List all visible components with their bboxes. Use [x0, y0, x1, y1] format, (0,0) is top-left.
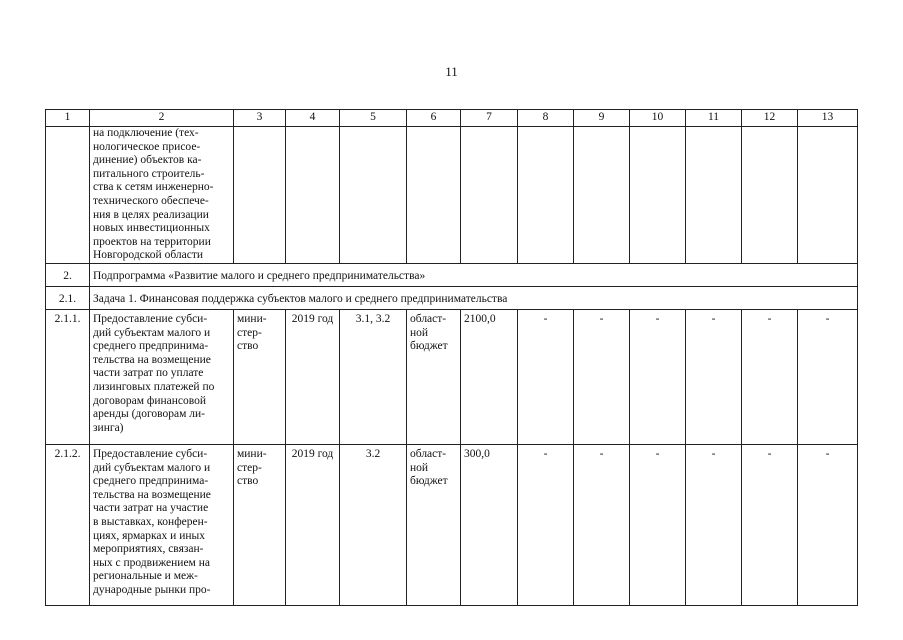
header-cell: 11	[686, 110, 742, 127]
row-executor: мини- стер- ство	[234, 444, 286, 605]
row-value-11: -	[686, 309, 742, 444]
row-value-8: -	[518, 309, 574, 444]
row-number: 2.1.1.	[46, 309, 90, 444]
table-cell	[798, 127, 858, 264]
row-year: 2019 год	[286, 444, 340, 605]
table-cell	[630, 127, 686, 264]
table-row	[46, 309, 858, 444]
header-cell: 10	[630, 110, 686, 127]
table-row	[46, 444, 858, 605]
table-cell	[407, 127, 461, 264]
header-cell: 7	[461, 110, 518, 127]
row-executor: мини- стер- ство	[234, 309, 286, 444]
task-row	[46, 286, 858, 309]
header-cell: 13	[798, 110, 858, 127]
subprogram-title: Подпрограмма «Развитие малого и среднего предпринимательства»	[90, 263, 858, 286]
page-number: 11	[445, 64, 458, 79]
row-target: 3.1, 3.2	[340, 309, 407, 444]
header-cell: 1	[46, 110, 90, 127]
subprogram-row	[46, 263, 858, 286]
row-description: Предоставление субси- дий субъектам малого и среднего предпринима- тельства на возмещение части затрат по уплате лизинговых платежей по договорам финансовой аренды (договорам ли- зинга)	[90, 309, 234, 444]
row-amount: 2100,0	[461, 309, 518, 444]
continuation-row	[46, 127, 858, 264]
row-value-12: -	[742, 444, 798, 605]
subprogram-number: 2.	[46, 263, 90, 286]
table-cell	[461, 127, 518, 264]
row-value-10: -	[630, 309, 686, 444]
row-value-11: -	[686, 444, 742, 605]
table-cell	[340, 127, 407, 264]
header-cell: 4	[286, 110, 340, 127]
row-source: област- ной бюджет	[407, 444, 461, 605]
task-number: 2.1.	[46, 286, 90, 309]
row-target: 3.2	[340, 444, 407, 605]
row-value-9: -	[574, 444, 630, 605]
header-cell: 9	[574, 110, 630, 127]
measures-table	[45, 109, 858, 606]
table-cell	[234, 127, 286, 264]
row-value-10: -	[630, 444, 686, 605]
header-cell: 8	[518, 110, 574, 127]
row-value-13: -	[798, 309, 858, 444]
table-cell	[574, 127, 630, 264]
table-cell	[286, 127, 340, 264]
row-value-8: -	[518, 444, 574, 605]
table-cell	[742, 127, 798, 264]
header-row	[46, 110, 858, 127]
row-description: Предоставление субси- дий субъектам малого и среднего предпринима- тельства на возмещение части затрат на участие в выставках, конферен- циях, ярмарках и иных мероприятиях, связан- ных с продвижением на региональные и меж- дународные рынки про-	[90, 444, 234, 605]
header-cell: 2	[90, 110, 234, 127]
row-value-13: -	[798, 444, 858, 605]
row-value-12: -	[742, 309, 798, 444]
task-title: Задача 1. Финансовая поддержка субъектов малого и среднего предпринимательства	[90, 286, 858, 309]
continuation-text: на подключение (тех- нологическое присое- динение) объектов ка- питального строитель- ства к сетям инженерно- технического обеспече- ния в целях реализации новых инвестиционных проектов на территории Новгородской области	[90, 127, 234, 264]
header-cell: 6	[407, 110, 461, 127]
row-amount: 300,0	[461, 444, 518, 605]
header-cell: 12	[742, 110, 798, 127]
row-number: 2.1.2.	[46, 444, 90, 605]
row-value-9: -	[574, 309, 630, 444]
row-source: област- ной бюджет	[407, 309, 461, 444]
header-cell: 5	[340, 110, 407, 127]
row-year: 2019 год	[286, 309, 340, 444]
table-cell	[518, 127, 574, 264]
table-cell	[686, 127, 742, 264]
table-cell	[46, 127, 90, 264]
header-cell: 3	[234, 110, 286, 127]
